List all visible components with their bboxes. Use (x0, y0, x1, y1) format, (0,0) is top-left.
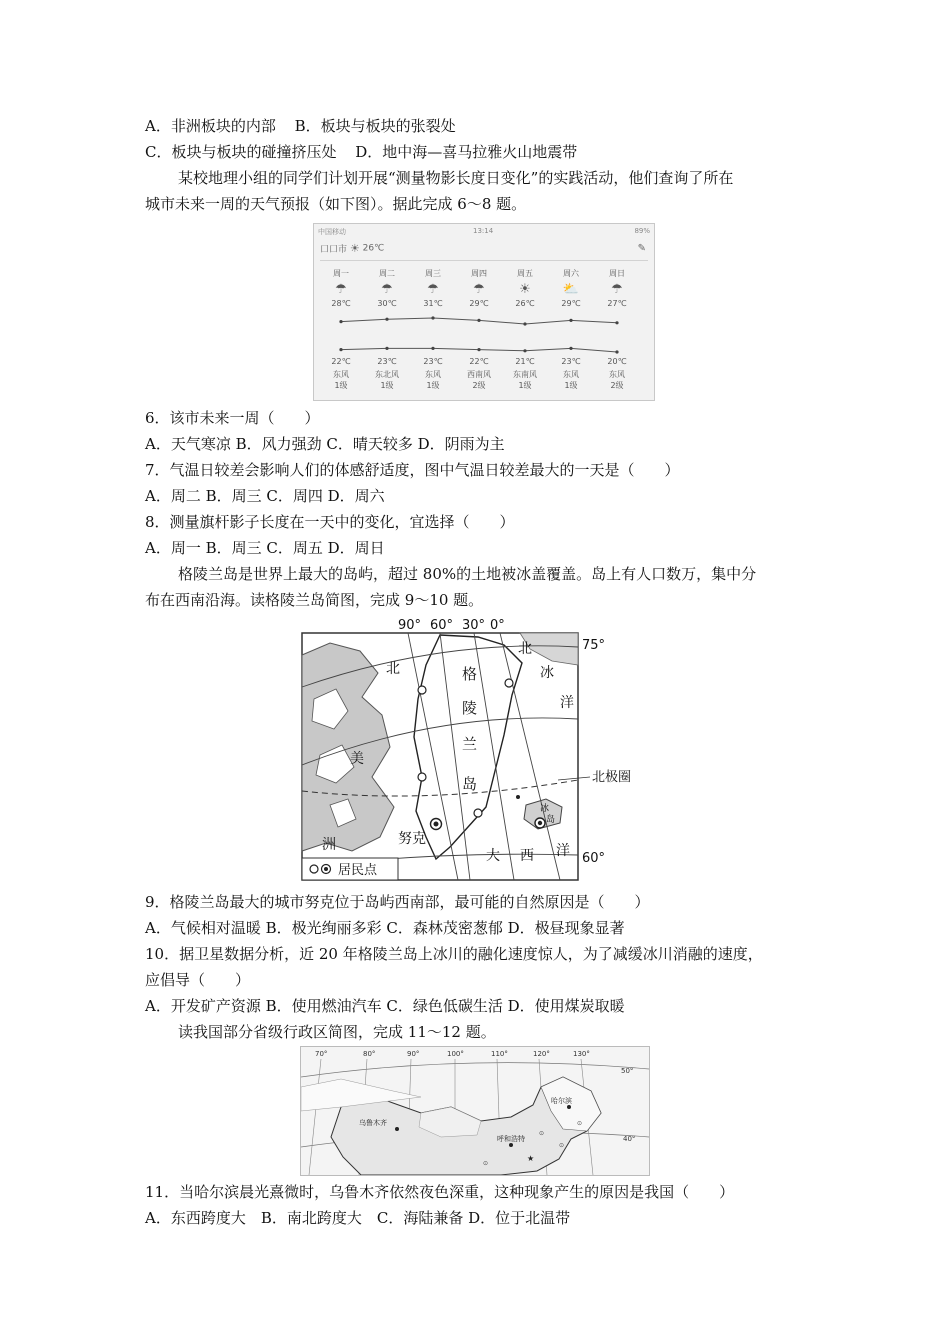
china-provinces-map (300, 1046, 650, 1176)
day-name: 周三 (425, 269, 441, 278)
low-temp: 21℃ (515, 357, 535, 366)
city-dot-icon: ⊙ (539, 1130, 545, 1137)
low-temp: 20℃ (607, 357, 627, 366)
wind-level: 1级 (518, 381, 532, 390)
wind-direction: 东风 (563, 370, 579, 379)
wind-direction: 西南风 (467, 370, 491, 379)
question-11-options: A．东西跨度大 B．南北跨度大 C．海陆兼备 D．位于北温带 (145, 1209, 571, 1227)
wind-level: 1级 (564, 381, 578, 390)
city-name: 口口市 (320, 245, 348, 255)
edit-icon: ✎ (637, 243, 646, 254)
question-8-stem: 8．测量旗杆影子长度在一天中的变化，宜选择（ ） (145, 513, 515, 531)
sun-cloud-icon: ⛅ (562, 282, 580, 297)
day-name: 周四 (471, 269, 487, 278)
lon-label-30: 30° (462, 618, 486, 633)
low-temp-point (615, 350, 618, 353)
question-7-options: A．周二 B．周三 C．周四 D．周六 (145, 487, 385, 505)
legend-marker-hollow (310, 865, 318, 873)
wind-direction: 东北风 (375, 370, 399, 379)
umbrella-icon: ☂ (381, 282, 393, 297)
settlement-marker (418, 773, 426, 781)
settlement-marker (505, 679, 513, 687)
day-name: 周二 (379, 269, 395, 278)
low-temp: 22℃ (331, 357, 351, 366)
nuuk-label: 努克 (398, 831, 426, 847)
lat-label: 40° (623, 1135, 636, 1143)
lat-label: 50° (621, 1067, 634, 1075)
sun-icon: ☀ (519, 282, 531, 297)
wind-direction: 东风 (333, 370, 349, 379)
high-temp-point (523, 322, 526, 325)
question-9-options: A．气候相对温暖 B．极光绚丽多彩 C．森林茂密葱郁 D．极昼现象显著 (145, 919, 625, 937)
arctic-ocean-label-1: 北 (518, 641, 532, 657)
intro-9-10-line1: 格陵兰岛是世界上最大的岛屿，超过 80%的土地被冰盖覆盖。岛上有人口数万，集中分 (178, 565, 757, 583)
settlement-marker (418, 686, 426, 694)
lon-label: 130° (573, 1050, 590, 1058)
legend-label: 居民点 (338, 863, 378, 878)
urumqi-label: 乌鲁木齐 (359, 1119, 387, 1127)
low-temp: 22℃ (469, 357, 489, 366)
low-temp-point (569, 347, 572, 350)
high-temp-point (385, 318, 388, 321)
wind-direction: 东南风 (513, 370, 537, 379)
iceland-label-2: 岛 (546, 815, 556, 825)
carrier-label: 中国移动 (318, 228, 346, 236)
arctic-circle-label: 北极圈 (592, 770, 632, 785)
lon-label: 70° (315, 1050, 328, 1058)
lon-label-60: 60° (430, 618, 454, 633)
hohhot-label: 呼和浩特 (497, 1135, 525, 1143)
settlement-marker (474, 809, 482, 817)
high-temp: 28℃ (331, 299, 351, 308)
low-temp-point (431, 347, 434, 350)
high-temp: 31℃ (423, 299, 443, 308)
wind-direction: 东风 (425, 370, 441, 379)
high-temp: 26℃ (515, 299, 535, 308)
day-name: 周六 (563, 269, 579, 278)
iceland-label-1: 冰 (540, 804, 550, 814)
high-temp-point (339, 320, 342, 323)
lon-label: 90° (407, 1050, 420, 1058)
intro-9-10-line2: 布在西南沿海。读格陵兰岛简图，完成 9～10 题。 (145, 591, 484, 609)
lon-label-90: 90° (398, 618, 422, 633)
question-8-options: A．周一 B．周三 C．周五 D．周日 (145, 539, 385, 557)
na-label-3: 洲 (322, 837, 336, 853)
forecast-day (548, 268, 594, 390)
forecast-day (364, 268, 410, 390)
forecast-day (410, 268, 456, 390)
forecast-day (594, 268, 640, 390)
option-a: A．非洲板块的内部 (145, 117, 276, 135)
forecast-day (502, 268, 548, 390)
island-label-4: 岛 (462, 775, 478, 793)
urumqi-marker (395, 1127, 399, 1131)
weather-forecast-figure (313, 223, 655, 401)
island-label-2: 陵 (462, 699, 478, 717)
question-5-options-row2 (145, 141, 577, 163)
small-point-marker (516, 795, 520, 799)
low-temp-point (477, 348, 480, 351)
day-name: 周日 (609, 269, 625, 278)
forecast-day (318, 268, 364, 390)
lon-label: 120° (533, 1050, 550, 1058)
day-name: 周五 (517, 269, 533, 278)
question-9-stem: 9．格陵兰岛最大的城市努克位于岛屿西南部，最可能的自然原因是（ ） (145, 893, 650, 911)
umbrella-icon: ☂ (473, 282, 485, 297)
arctic-ocean-label-3: 洋 (560, 695, 574, 711)
question-6-options: A．天气寒凉 B．风力强劲 C．晴天较多 D．阴雨为主 (145, 435, 505, 453)
harbin-label: 哈尔滨 (551, 1097, 572, 1105)
battery-label: 89% (634, 227, 650, 235)
umbrella-icon: ☂ (427, 282, 439, 297)
question-7-stem: 7．气温日较差会影响人们的体感舒适度，图中气温日较差最大的一天是（ ） (145, 461, 680, 479)
city-dot-icon: ⊙ (483, 1160, 489, 1167)
nuuk-marker-center (434, 822, 439, 827)
low-temp: 23℃ (423, 357, 443, 366)
umbrella-icon: ☂ (611, 282, 623, 297)
forecast-day (456, 268, 502, 390)
high-temp-point (431, 316, 434, 319)
question-5-options-row1 (145, 115, 456, 137)
low-temp-point (385, 347, 388, 350)
na-label-2: 美 (350, 751, 364, 767)
island-label-1: 格 (462, 665, 478, 683)
parallel-50 (301, 1063, 649, 1077)
current-temp: 26℃ (362, 243, 385, 254)
option-d: D．地中海—喜马拉雅火山地震带 (355, 143, 578, 161)
wind-level: 2级 (472, 381, 486, 390)
wind-direction: 东风 (609, 370, 625, 379)
high-temp: 30℃ (377, 299, 397, 308)
option-c: C．板块与板块的碰撞挤压处 (145, 143, 337, 161)
meridian (309, 1059, 321, 1175)
question-10-options: A．开发矿产资源 B．使用燃油汽车 C．绿色低碳生活 D．使用煤炭取暖 (145, 997, 625, 1015)
question-10-stem-line1: 10．据卫星数据分析，近 20 年格陵兰岛上冰川的融化速度惊人，为了减缓冰川消融的速度， (145, 945, 763, 963)
lon-label: 110° (491, 1050, 508, 1058)
question-11-stem: 11．当哈尔滨晨光熹微时，乌鲁木齐依然夜色深重，这种现象产生的原因是我国（ ） (145, 1183, 735, 1201)
low-temp-point (523, 349, 526, 352)
legend-marker-ring-center (324, 867, 328, 871)
wind-level: 1级 (334, 381, 348, 390)
lon-label: 100° (447, 1050, 464, 1058)
atlantic-label-1: 大 (486, 848, 500, 864)
city-dot-icon: ⊙ (577, 1120, 583, 1127)
wind-level: 1级 (426, 381, 440, 390)
low-temp: 23℃ (377, 357, 397, 366)
hohhot-marker (509, 1143, 513, 1147)
wind-level: 1级 (380, 381, 394, 390)
greenland-map (290, 615, 640, 885)
arctic-ocean-label-2: 冰 (540, 665, 554, 681)
na-label-1: 北 (386, 661, 400, 677)
intro-6-8-line2: 城市未来一周的天气预报（如下图）。据此完成 6～8 题。 (145, 195, 527, 213)
high-temp: 27℃ (607, 299, 627, 308)
intro-11-12: 读我国部分省级行政区简图，完成 11～12 题。 (178, 1023, 496, 1041)
harbin-marker (567, 1105, 571, 1109)
wind-level: 2级 (610, 381, 624, 390)
umbrella-icon: ☂ (335, 282, 347, 297)
high-temp-point (569, 319, 572, 322)
island-label-3: 兰 (462, 735, 478, 753)
capital-star-icon: ★ (527, 1154, 535, 1163)
lon-label-0: 0° (490, 618, 505, 633)
atlantic-label-2: 西 (520, 848, 534, 864)
option-b: B．板块与板块的张裂处 (294, 117, 456, 135)
lon-label: 80° (363, 1050, 376, 1058)
high-temp-point (615, 321, 618, 324)
lat-label-60: 60° (582, 851, 606, 866)
high-temp-point (477, 319, 480, 322)
high-temp: 29℃ (561, 299, 581, 308)
status-time: 13:14 (473, 227, 494, 235)
intro-6-8-line1: 某校地理小组的同学们计划开展“测量物影长度日变化”的实践活动，他们查询了所在 (178, 169, 734, 187)
low-temp: 23℃ (561, 357, 581, 366)
day-name: 周一 (333, 269, 349, 278)
high-temp: 29℃ (469, 299, 489, 308)
question-10-stem-line2: 应倡导（ ） (145, 971, 251, 989)
low-temp-point (339, 348, 342, 351)
sun-icon: ☀ (349, 242, 360, 255)
question-6-stem: 6．该市未来一周（ ） (145, 409, 320, 427)
city-dot-icon: ⊙ (559, 1142, 565, 1149)
lat-label-75: 75° (582, 638, 606, 653)
atlantic-label-3: 洋 (556, 843, 570, 859)
iceland-settlement-center (538, 821, 542, 825)
